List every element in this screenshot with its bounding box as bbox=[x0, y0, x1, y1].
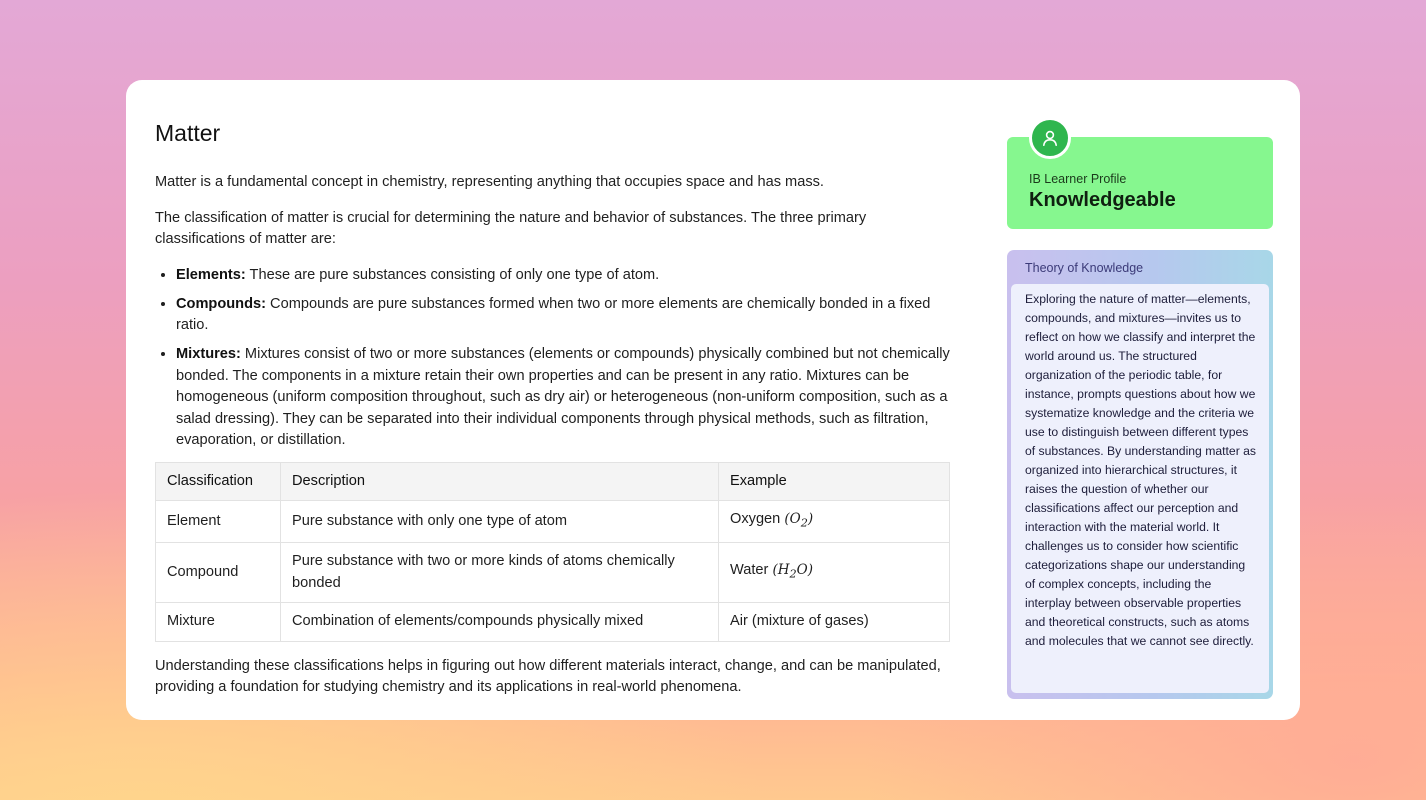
water-formula: $(H_2O)$ bbox=[772, 562, 814, 581]
list-term: Mixtures: bbox=[176, 346, 241, 362]
example-text: Water bbox=[730, 562, 769, 579]
table-cell-description: Combination of elements/compounds physically mixed bbox=[281, 603, 719, 642]
profile-value: Knowledgeable bbox=[1029, 189, 1176, 211]
list-item-elements bbox=[176, 265, 950, 287]
list-text: Compounds are pure substances formed when two or more elements are chemically bonded in a fixed ratio. bbox=[176, 295, 931, 333]
list-item-mixtures bbox=[176, 344, 950, 452]
classification-table bbox=[155, 462, 950, 642]
classification-intro-paragraph: The classification of matter is crucial for determining the nature and behavior of substances. The three primary classifications of matter are: bbox=[155, 209, 867, 247]
main-content bbox=[155, 80, 950, 720]
table-cell-example bbox=[719, 543, 950, 603]
table-cell-classification: Element bbox=[156, 501, 281, 543]
conclusion-paragraph: Understanding these classifications helps in figuring out how different materials interact, change, and can be manipulated, providing a foundation for studying chemistry and its applications in real-world phenomena. bbox=[155, 657, 941, 696]
theory-of-knowledge-panel bbox=[1007, 250, 1273, 699]
table-row bbox=[156, 501, 950, 543]
list-term: Compounds: bbox=[176, 295, 266, 312]
list-item-compounds bbox=[176, 294, 950, 337]
table-cell-example: Air (mixture of gases) bbox=[719, 603, 950, 642]
content-card bbox=[126, 80, 1300, 720]
list-text: Mixtures consist of two or more substances (elements or compounds) physically combined but not chemically bonded. The components in a mixture retain their own properties and can be present in any ratio. Mixtures can be homogeneous (uniform composition throughout, such as dry air) or heterogeneous (non-uniform composition, such as a salad dressing). They can be separated into their individual components through physical methods, such as filtration, evaporation, or distillation. bbox=[176, 346, 950, 448]
intro-paragraph: Matter is a fundamental concept in chemistry, representing anything that occupies space and has mass. bbox=[155, 174, 824, 190]
tok-body: Exploring the nature of matter—elements, compounds, and mixtures—invites us to reflect on how we classify and interpret the world around us. The structured organization of the periodic table, for instance, prompts questions about how we systematize knowledge and the criteria we use to distinguish between different types of substances. By understanding matter as organized into hierarchical structures, it raises the question of whether our classifications affect our perception and interaction with the material world. It challenges us to consider how scientific categorizations shape our understanding of complex concepts, including the interplay between observable properties and theoretical constructs, such as atoms and molecules that we cannot see directly. bbox=[1011, 284, 1269, 693]
table-header-row bbox=[156, 462, 950, 501]
page-title: Matter bbox=[155, 120, 221, 146]
learner-profile-card bbox=[1007, 137, 1273, 229]
list-text: These are pure substances consisting of only one type of atom. bbox=[245, 266, 660, 283]
list-term: Elements: bbox=[176, 266, 246, 283]
table-header-classification: Classification bbox=[156, 462, 281, 501]
table-row bbox=[156, 603, 950, 642]
table-row bbox=[156, 543, 950, 603]
table-cell-classification: Compound bbox=[156, 543, 281, 603]
example-text: Oxygen bbox=[730, 511, 781, 527]
user-icon bbox=[1029, 117, 1071, 159]
tok-heading: Theory of Knowledge bbox=[1025, 261, 1144, 275]
classification-list bbox=[155, 265, 950, 452]
table-cell-classification: Mixture bbox=[156, 603, 281, 642]
table-cell-example bbox=[719, 501, 950, 543]
profile-label: IB Learner Profile bbox=[1029, 172, 1127, 186]
table-header-description: Description bbox=[281, 462, 719, 501]
table-cell-description: Pure substance with two or more kinds of atoms chemically bonded bbox=[281, 543, 719, 603]
table-cell-description: Pure substance with only one type of atom bbox=[281, 501, 719, 543]
oxygen-formula: $(O_2)$ bbox=[784, 511, 814, 530]
table-header-example: Example bbox=[719, 462, 950, 501]
